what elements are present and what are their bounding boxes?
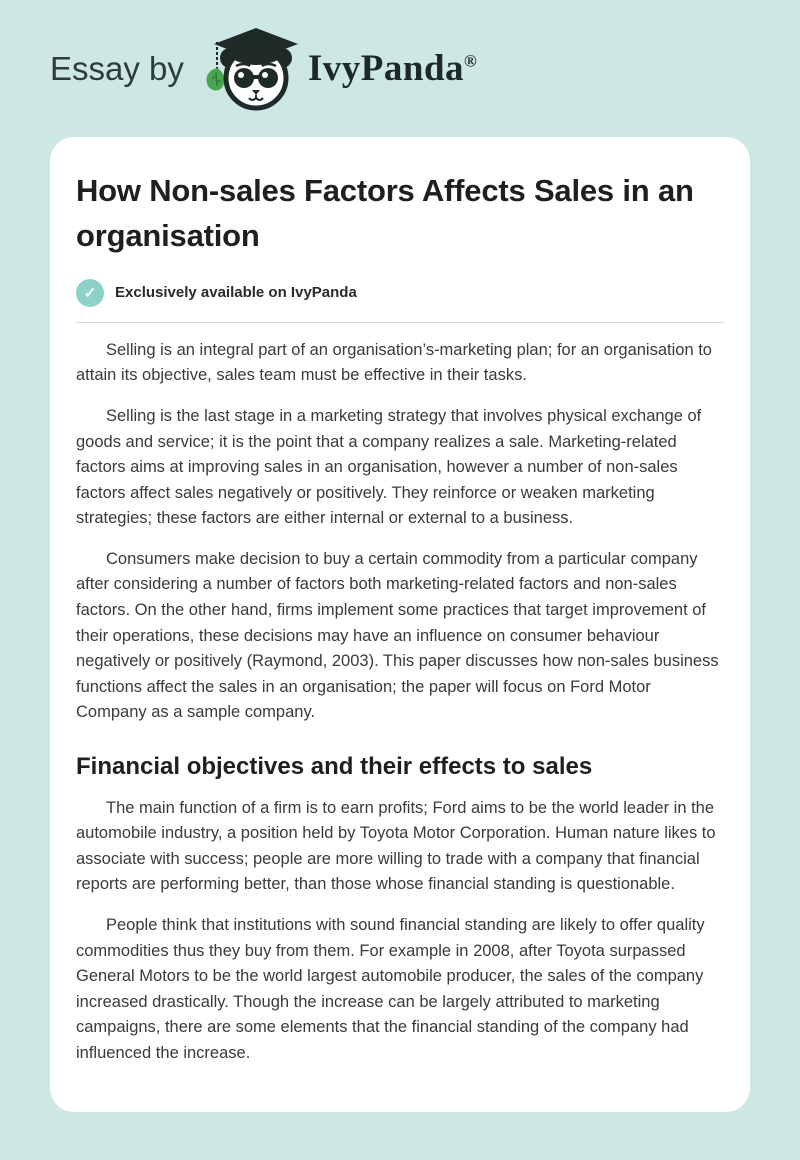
section-heading: Financial objectives and their effects to sales [76, 752, 593, 780]
paragraph: Selling is an integral part of an organisation’s-marketing plan; for an organisation to attain its objective, sales team must be effective in their tasks. [76, 340, 712, 385]
paragraph: The main function of a firm is to earn profits; Ford aims to be the world leader in the automobile industry, a position held by Toyota Motor Corporation. Human nature likes to associate with success; people are more willing to trade with a company that financial reports are performing better, than those whose financial standing is questionable. [76, 798, 716, 894]
divider [76, 322, 724, 323]
ivypanda-panda-logo-icon [200, 26, 300, 112]
check-icon: ✓ [76, 279, 104, 307]
registered-mark: ® [464, 51, 478, 71]
paragraph: Selling is the last stage in a marketing strategy that involves physical exchange of goods and service; it is the point that a company realizes a sale. Marketing-related factors aims at improving sales in an organisation, however a number of non-sales factors affect sales negatively or positively. They reinforce or weaken marketing strategies; these factors are either internal or external to a business. [76, 407, 702, 528]
site-header [0, 0, 800, 137]
brand-name [308, 47, 477, 90]
essay-body [76, 338, 724, 1067]
essay-by-label: Essay by [50, 49, 184, 87]
brand-text: IvyPanda [307, 48, 465, 89]
exclusive-badge-label: Exclusively available on IvyPanda [115, 284, 357, 302]
paragraph: People think that institutions with sound financial standing are likely to offer quality commodities thus they buy from them. For example in 2008, after Toyota surpassed General Motors to be the world largest automobile producer, the sales of the company increased drastically. Though the increase can be largely attributed to marketing campaigns, there are some elements that the financial standing of the company had influenced the increase. [76, 916, 705, 1062]
essay-title: How Non-sales Factors Affects Sales in an organisation [76, 173, 694, 253]
paragraph: Consumers make decision to buy a certain commodity from a particular company after considering a number of factors both marketing-related factors and non-sales factors. On the other hand, firms implement some practices that target improvement of their operations, these decisions may have an influence on consumer behaviour negatively or positively (Raymond, 2003). This paper discusses how non-sales business functions affect the sales in an organisation; the paper will focus on Ford Motor Company as a sample company. [76, 549, 719, 722]
exclusive-badge [76, 279, 724, 307]
panda-graduate-icon [200, 26, 300, 112]
ivy-leaf-icon [206, 68, 224, 91]
essay-card [50, 137, 750, 1112]
